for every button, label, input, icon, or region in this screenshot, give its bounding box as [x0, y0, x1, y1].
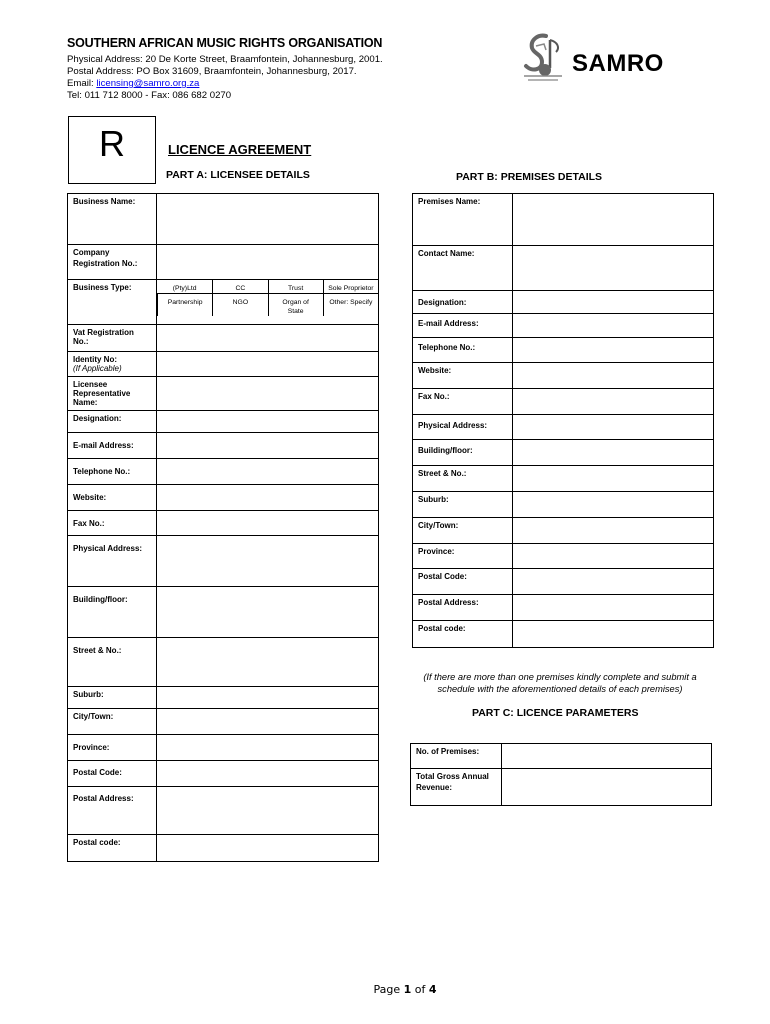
postal-code2-label-a: Postal code: — [68, 835, 157, 862]
designation-field[interactable] — [157, 411, 379, 433]
part-a-heading: PART A: LICENSEE DETAILS — [166, 169, 310, 181]
contact-name-field[interactable] — [513, 246, 714, 291]
postal-code2-label-b: Postal code: — [413, 621, 513, 648]
type-sole-proprietor[interactable]: Sole Proprietor — [323, 280, 378, 294]
rep-line2: Representative — [73, 389, 131, 398]
company-reg-line1: Company — [73, 248, 110, 257]
physical-label-a: Physical Address: — [68, 536, 157, 587]
type-organ-of-state[interactable]: Organ of State — [268, 294, 323, 316]
telephone-field-a[interactable] — [157, 459, 379, 485]
postal-code2-field-a[interactable] — [157, 835, 379, 862]
fax-label-b: Fax No.: — [413, 389, 513, 415]
type-cc[interactable]: CC — [212, 280, 267, 294]
type-other[interactable]: Other: Specify — [323, 294, 378, 316]
email-label-b: E-mail Address: — [413, 314, 513, 338]
physical-field-b[interactable] — [513, 415, 714, 440]
tel-fax: Tel: 011 712 8000 - Fax: 086 682 0270 — [67, 90, 232, 101]
page-title: LICENCE AGREEMENT — [168, 142, 312, 157]
samro-logo-icon — [518, 32, 578, 86]
suburb-field-a[interactable] — [157, 687, 379, 709]
company-reg-label — [68, 245, 157, 280]
licensee-details-table — [67, 193, 379, 862]
street-field-b[interactable] — [513, 466, 714, 492]
street-label-a: Street & No.: — [68, 638, 157, 687]
type-ngo[interactable]: NGO — [212, 294, 267, 316]
fax-field-b[interactable] — [513, 389, 714, 415]
part-c-heading: PART C: LICENCE PARAMETERS — [472, 707, 639, 719]
email-link[interactable]: licensing@samro.org.za — [96, 78, 200, 89]
province-label-a: Province: — [68, 735, 157, 761]
suburb-field-b[interactable] — [513, 492, 714, 518]
premises-count-label: No. of Premises: — [411, 744, 502, 769]
rep-line1: Licensee — [73, 380, 108, 389]
building-label-b: Building/floor: — [413, 440, 513, 466]
premises-count-field[interactable] — [502, 744, 712, 769]
website-field-b[interactable] — [513, 363, 714, 389]
revenue-line1: Total Gross Annual — [416, 772, 489, 781]
licence-parameters-table — [410, 743, 712, 806]
postal-code-field-b[interactable] — [513, 569, 714, 595]
website-label-b: Website: — [413, 363, 513, 389]
page-total: 4 — [428, 983, 437, 996]
postal-address: Postal Address: PO Box 31609, Braamfontein, Johannesburg, 2017. — [67, 66, 357, 77]
building-field-a[interactable] — [157, 587, 379, 638]
building-field-b[interactable] — [513, 440, 714, 466]
province-field-a[interactable] — [157, 735, 379, 761]
type-pty-ltd[interactable]: (Pty)Ltd — [157, 280, 212, 294]
rep-label — [68, 377, 157, 411]
telephone-field-b[interactable] — [513, 338, 714, 363]
suburb-label-a: Suburb: — [68, 687, 157, 709]
province-field-b[interactable] — [513, 544, 714, 569]
email-field-b[interactable] — [513, 314, 714, 338]
city-field-b[interactable] — [513, 518, 714, 544]
website-field-a[interactable] — [157, 485, 379, 511]
postal-code2-field-b[interactable] — [513, 621, 714, 648]
rep-field[interactable] — [157, 377, 379, 411]
postal-code-label-a: Postal Code: — [68, 761, 157, 787]
type-partnership[interactable]: Partnership — [157, 294, 212, 316]
identity-field[interactable] — [157, 352, 379, 377]
building-label-a: Building/floor: — [68, 587, 157, 638]
city-label-b: City/Town: — [413, 518, 513, 544]
fax-label-a: Fax No.: — [68, 511, 157, 536]
business-type-options — [157, 280, 379, 325]
email-label-a: E-mail Address: — [68, 433, 157, 459]
website-label-a: Website: — [68, 485, 157, 511]
email-line — [67, 78, 383, 90]
province-label-b: Province: — [413, 544, 513, 569]
postal-address-label-b: Postal Address: — [413, 595, 513, 621]
premises-note — [408, 671, 712, 695]
street-field-a[interactable] — [157, 638, 379, 687]
page-of: of — [411, 983, 429, 996]
samro-logo-text: SAMRO — [572, 50, 664, 77]
page-label: Page — [373, 983, 404, 996]
identity-note: (If Applicable) — [73, 364, 122, 373]
physical-label-b: Physical Address: — [413, 415, 513, 440]
vat-field[interactable] — [157, 325, 379, 352]
premises-name-label: Premises Name: — [413, 194, 513, 246]
vat-label — [68, 325, 157, 352]
postal-address-field-a[interactable] — [157, 787, 379, 835]
business-type-label: Business Type: — [68, 280, 157, 325]
fax-field-a[interactable] — [157, 511, 379, 536]
postal-code-label-b: Postal Code: — [413, 569, 513, 595]
designation-field-b[interactable] — [513, 291, 714, 314]
revenue-label — [411, 769, 502, 806]
part-b-heading: PART B: PREMISES DETAILS — [456, 171, 603, 183]
telephone-label-a: Telephone No.: — [68, 459, 157, 485]
contact-name-label: Contact Name: — [413, 246, 513, 291]
company-reg-line2: Registration No.: — [73, 259, 138, 268]
physical-address: Physical Address: 20 De Korte Street, Braamfontein, Johannesburg, 2001. — [67, 54, 383, 65]
postal-code-field-a[interactable] — [157, 761, 379, 787]
page-footer — [0, 983, 770, 996]
physical-field-a[interactable] — [157, 536, 379, 587]
street-label-b: Street & No.: — [413, 466, 513, 492]
city-field-a[interactable] — [157, 709, 379, 735]
type-trust[interactable]: Trust — [268, 280, 323, 294]
postal-address-field-b[interactable] — [513, 595, 714, 621]
city-label-a: City/Town: — [68, 709, 157, 735]
email-label: Email: — [67, 78, 97, 89]
revenue-line2: Revenue: — [416, 783, 453, 792]
premises-details-table — [412, 193, 714, 648]
vat-line2: No.: — [73, 337, 89, 346]
designation-label-b: Designation: — [413, 291, 513, 314]
premises-note-line1: (If there are more than one premises kindly complete and submit a — [423, 672, 697, 682]
premises-name-field[interactable] — [513, 194, 714, 246]
vat-line1: Vat Registration — [73, 328, 134, 337]
contact-block — [67, 54, 383, 102]
org-name: SOUTHERN AFRICAN MUSIC RIGHTS ORGANISATION — [67, 36, 383, 50]
suburb-label-b: Suburb: — [413, 492, 513, 518]
revenue-field[interactable] — [502, 769, 712, 806]
postal-address-label-a: Postal Address: — [68, 787, 157, 835]
page-number: 1 — [403, 983, 412, 996]
company-reg-field[interactable] — [157, 245, 379, 280]
identity-label — [68, 352, 157, 377]
premises-note-line2: schedule with the aforementioned details of each premises) — [437, 684, 683, 694]
email-field-a[interactable] — [157, 433, 379, 459]
business-name-label: Business Name: — [68, 194, 157, 245]
rep-line3: Name: — [73, 398, 98, 407]
identity-line1: Identity No: — [73, 355, 117, 364]
telephone-label-b: Telephone No.: — [413, 338, 513, 363]
r-box: R — [68, 116, 156, 184]
designation-label: Designation: — [68, 411, 157, 433]
business-name-field[interactable] — [157, 194, 379, 245]
